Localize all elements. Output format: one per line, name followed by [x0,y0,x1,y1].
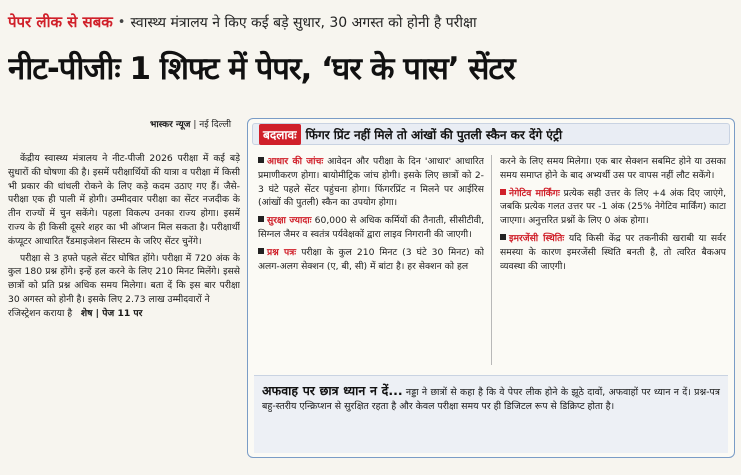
box-heading-text: फिंगर प्रिंट नहीं मिले तो आंखों की पुतली स्कैन कर देंगे एंट्री [305,127,563,142]
bullet-square-icon [258,248,264,254]
kicker-separator: • [117,14,126,30]
column-divider [491,155,492,365]
item-text: 60,000 से अधिक कर्मियों की तैनाती, सीसीटीवी, सिग्नल जैमर व स्वतंत्र पर्यवेक्षकों द्वारा लाइव निगरानी की जाएगी। [258,215,484,240]
article-tail-text: रजिस्ट्रेशन कराया है [8,307,73,319]
article-body [8,152,240,448]
bullet-square-icon [258,216,264,222]
item-text: करने के लिए समय मिलेगा। एक बार सेक्शन सबमिट होने या उसका समय समाप्त होने के बाद अभ्यर्थी उस पर वापस नहीं लौट सकेंगे। [500,156,726,181]
byline-place: नई दिल्ली [199,120,232,130]
aadhaar-item [258,155,484,210]
item-label: इमरजेंसी स्थितिः [509,232,565,244]
item-label: नेगेटिव मार्किंगः [509,187,560,199]
kicker-text: स्वास्थ्य मंत्रालय ने किए कई बड़े सुधार, 30 अगस्त को होनी है परीक्षा [130,14,477,31]
bullet-square-icon [500,234,506,240]
article-tail [8,307,240,321]
box-heading [252,123,730,145]
emergency-item [500,232,726,273]
item-text: आवेदन और परीक्षा के दिन 'आधार' आधारित प्रमाणीकरण होगा। बायोमीट्रिक जांच होगी। इसके लिए छात्रों को 2-3 घंटे पहले सेंटर पहुंचना होगा। फिंगरप्रिंट न मिलने पर आईरिस (आंखों की पुतली) स्कैन का उपयोग होगा। [258,156,484,209]
rumor-section [254,375,728,453]
kicker-tag: पेपर लीक से सबक [8,13,113,31]
box-column-1 [258,155,484,369]
byline-source: भास्कर न्यूज [150,120,191,130]
negative-marking-item [500,187,726,228]
bullet-square-icon [500,189,506,195]
headline: नीट-पीजीः 1 शिफ्ट में पेपर, ‘घर के पास’ सेंटर [8,51,515,87]
rumor-text: नड्डा ने छात्रों से कहा है कि वे पेपर लीक होने के झूठे दावों, अफवाहों पर ध्यान न दें। प्रश्न-पत्र बहु-स्तरीय एन्क्रिप्शन से सुरक्षित रहता है और केवल परीक्षा समय पर ही डिजिटल रूप से डिक्रिप्ट होता है। [262,387,720,412]
kicker [8,8,477,36]
item-text: प्रत्येक सही उत्तर के लिए +4 अंक दिए जाएंगे, जबकि प्रत्येक गलत उत्तर पर -1 अंक (25% नेगेटिव मार्किंग) काटा जाएगा। अनुत्तरित प्रश्नों के लिए 0 अंक होगा। [500,187,726,227]
changes-badge: बदलावः [259,124,301,145]
question-paper-continued [500,155,726,183]
byline [150,117,231,130]
changes-box [247,118,735,458]
item-text: परीक्षा के कुल 210 मिनट (3 घंटे 30 मिनट) को अलग-अलग सेक्शन (ए, बी, सी) में बांटा है। हर सेक्शन को हल [258,246,484,272]
continued-marker: शेष | पेज 11 पर [80,307,143,319]
article-paragraph-2: परीक्षा से 3 हफ्ते पहले सेंटर घोषित होंगे। परीक्षा में 720 अंक के कुल 180 प्रश्न होंगे। इन्हें हल करने के लिए 210 मिनट मिलेंगे। इससे छात्रों को प्रति प्रश्न अधिक समय मिलेगा। बता दें कि इस बार परीक्षा 30 अगस्त को होनी है। इसके लिए 2.73 लाख उम्मीदवारों ने [8,252,240,305]
item-label: प्रश्न पत्रः [267,246,297,258]
bullet-square-icon [258,157,264,163]
item-label: सुरक्षा ज्यादाः [267,215,312,227]
question-paper-item [258,246,484,274]
security-item [258,214,484,242]
box-column-2 [500,155,726,369]
item-text: यदि किसी केंद्र पर तकनीकी खराबी या सर्वर समस्या के कारण इमरजेंसी स्थिति बनती है, तो त्वरित बैकअप व्यवस्था की जाएगी। [500,232,726,272]
rumor-label: अफवाह पर छात्र ध्यान न दें... [262,383,403,398]
byline-separator: | [193,120,197,130]
article-paragraph-1: केंद्रीय स्वास्थ्य मंत्रालय ने नीट-पीजी 2026 परीक्षा में कई बड़े सुधारों की घोषणा की है। इसमें परीक्षार्थियों की यात्रा व परीक्षा में किसी भी प्रकार की धांधली रोकने के लिए कड़े कदम उठाए गए हैं। जैसे- परीक्षा एक ही पाली में होगी। उम्मीदवार परीक्षा का सेंटर नजदीक के तीन राज्यों में चुन सकेंगे। पहला विकल्प उनका राज्य होगा। इसमें राज्य के ही किसी दूसरे शहर का भी ऑप्शन मिल सकता है। परीक्षार्थी कंप्यूटर आधारित रैंडमाइजेशन सिस्टम के जरिए सेंटर चुनेंगे। [8,153,240,247]
item-label: आधार की जांचः [267,156,324,167]
